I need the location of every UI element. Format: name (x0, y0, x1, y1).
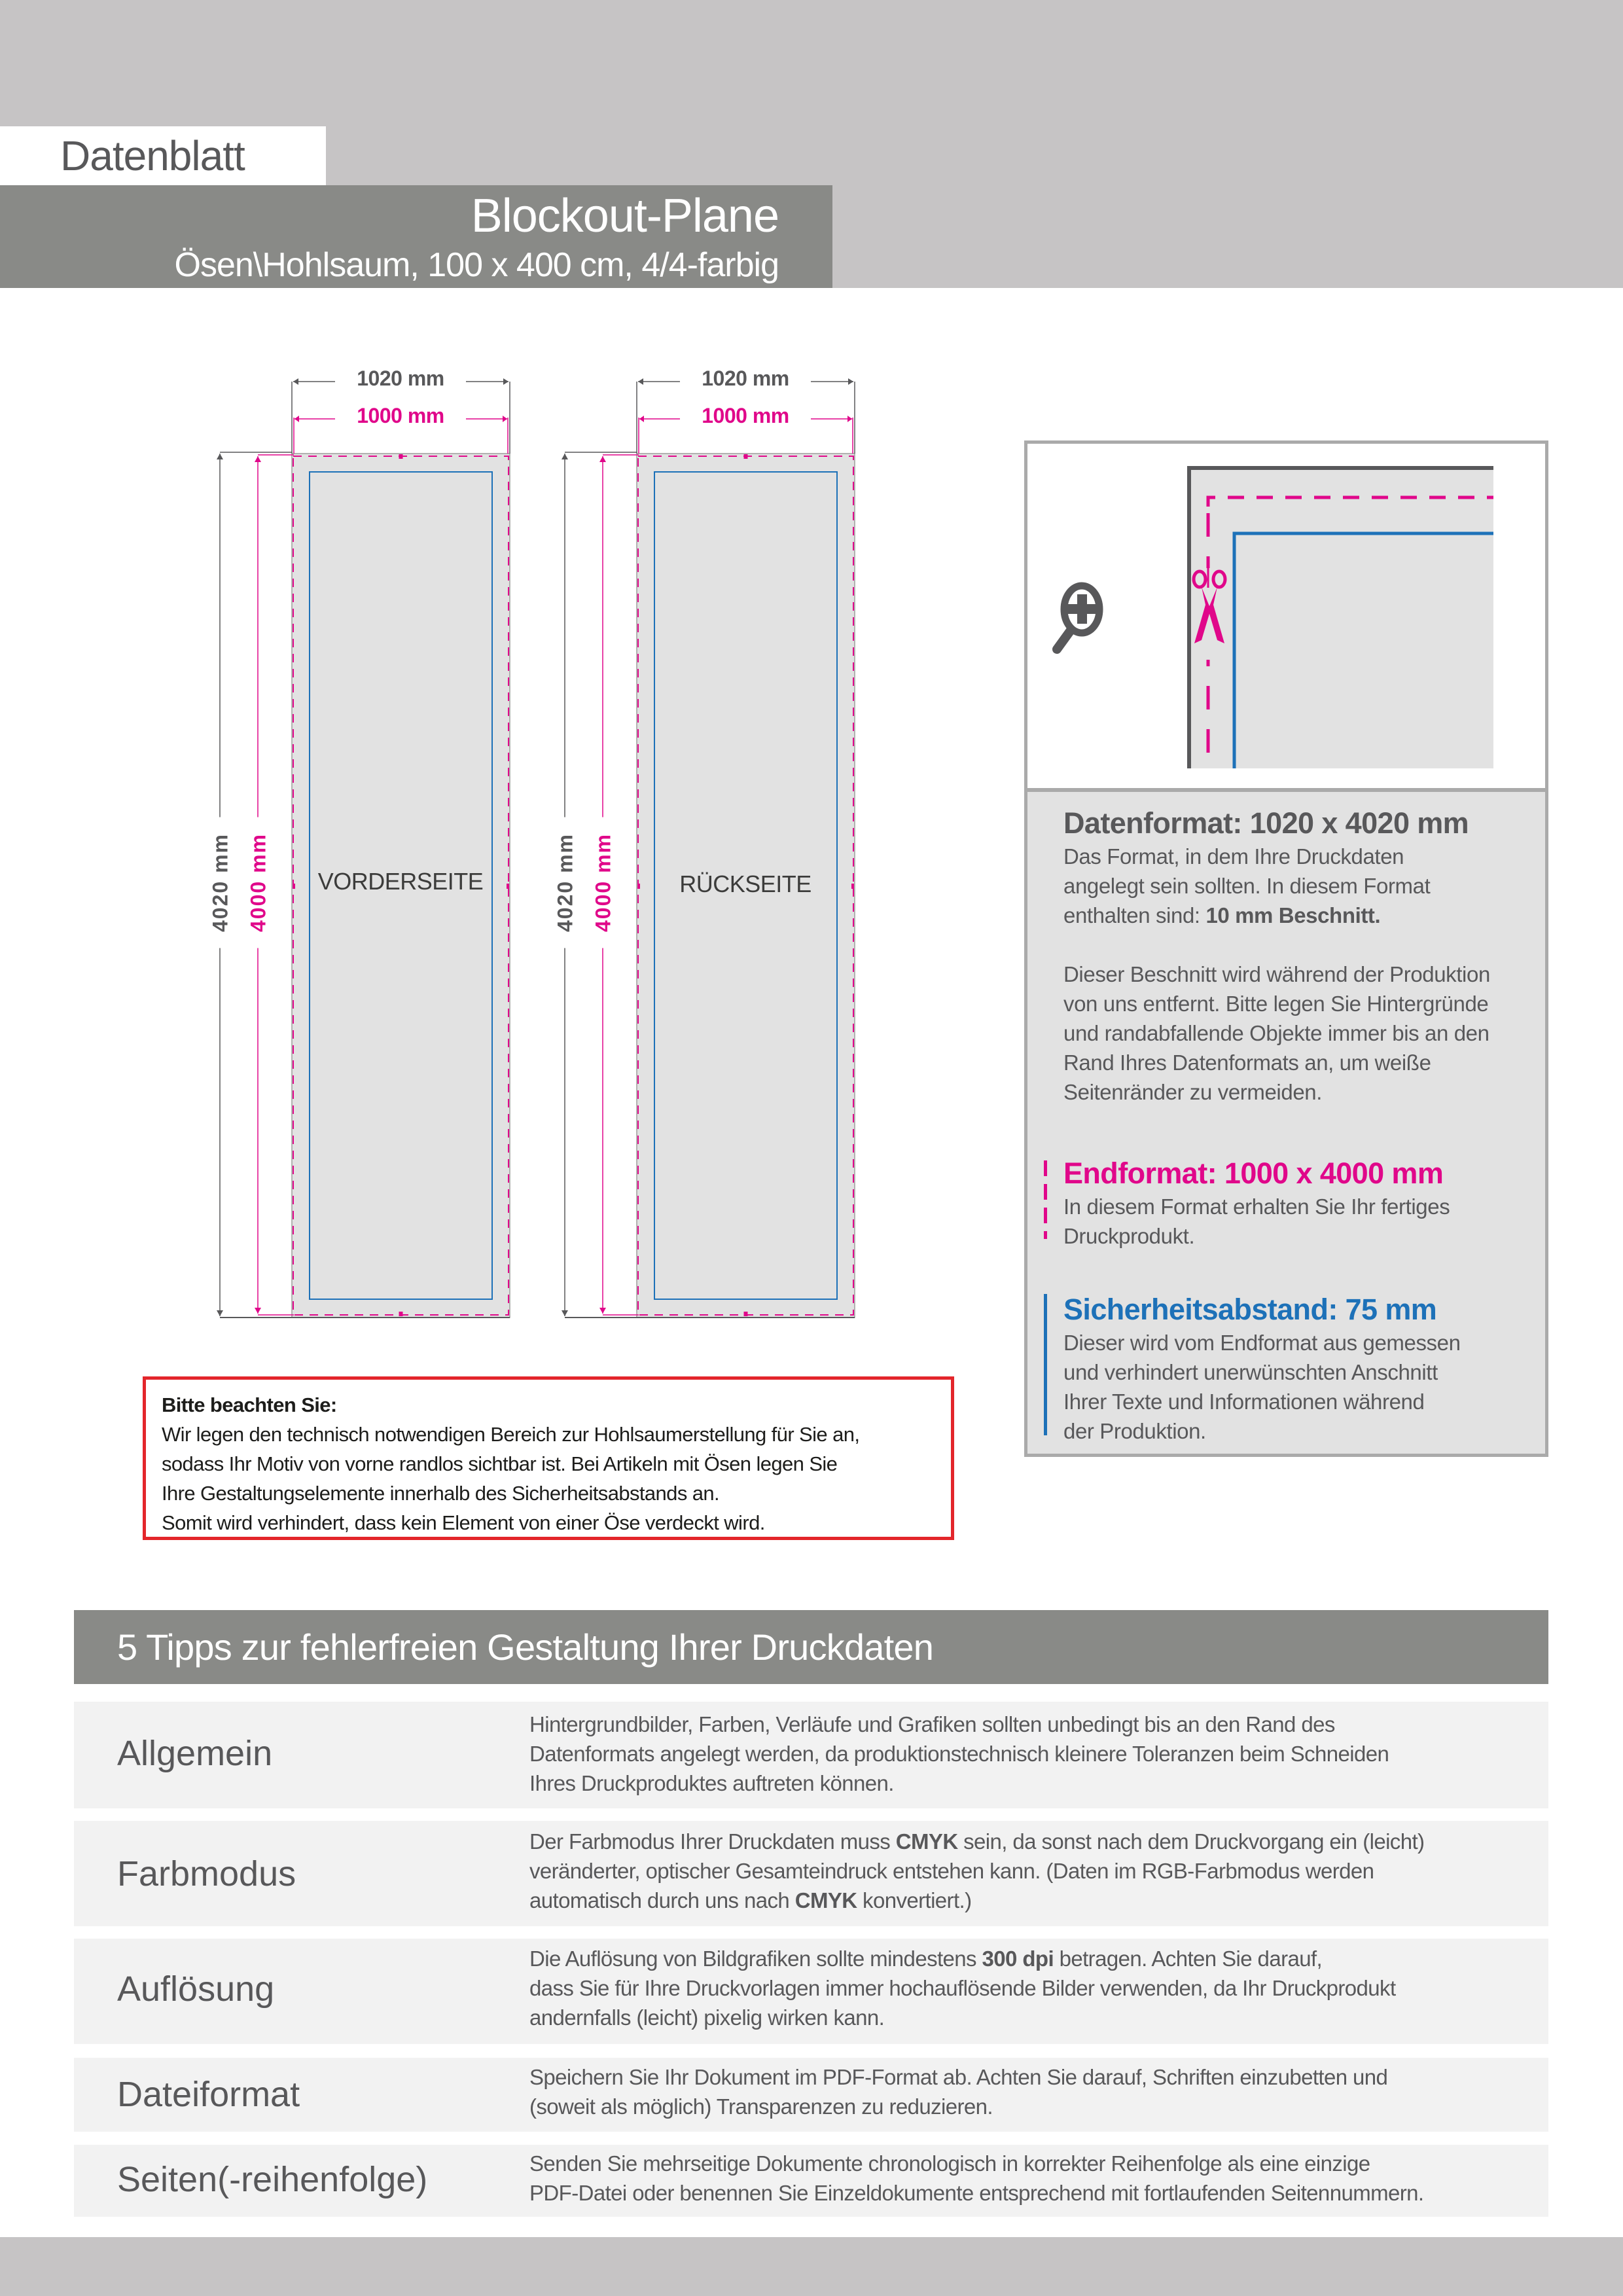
tip-text-line (529, 2003, 1537, 2032)
tip-run: Senden Sie mehrseitige Dokumente chronologisch in korrekter Reihenfolge als eine einzige (529, 2151, 1370, 2176)
tip-text-line (529, 2092, 1537, 2121)
corner-detail-illustration (1027, 444, 1545, 792)
sicherheitsabstand-section (1063, 1291, 1535, 1446)
tip-text (529, 1827, 1537, 1915)
panel-1-data-height: 4020 mm (209, 817, 233, 948)
tip-run: automatisch durch uns nach (529, 1888, 795, 1912)
tip-text-line (529, 1710, 1537, 1739)
panel-2-final-width: 1000 mm (680, 404, 811, 428)
tip-label: Farbmodus (117, 1854, 296, 1893)
panel-2-arrow-bottom-mag (599, 1308, 606, 1314)
tip-run: PDF-Datei oder benennen Sie Einzeldokumente entsprechend mit fortlaufenden Seitennummern. (529, 2181, 1424, 2205)
sicherheitsabstand-text: der Produktion. (1063, 1419, 1206, 1443)
notice-box (143, 1376, 954, 1540)
notice-line: Wir legen den technisch notwendigen Bereich zur Hohlsaumerstellung für Sie an, (162, 1423, 860, 1446)
tip-text-line (529, 1886, 1537, 1915)
tip-text-line (529, 1944, 1537, 1973)
endformat-section (1063, 1155, 1535, 1251)
tip-run: betragen. Achten Sie darauf, (1054, 1946, 1323, 1971)
panel-1-arrow-left-gray (293, 378, 298, 385)
tip-run: andernfalls (leicht) pixelig wirken kann. (529, 2005, 885, 2030)
datenformat-section (1063, 805, 1535, 1107)
panel-1-arrow-right-mag (503, 416, 507, 422)
datenformat-text: angelegt sein sollten. In diesem Format (1063, 874, 1431, 898)
datenformat-text: von uns entfernt. Bitte legen Sie Hintergründe (1063, 992, 1489, 1016)
panel-2-arrow-top-mag (599, 456, 606, 462)
tip-row-seitenreihenfolge (74, 2145, 1548, 2217)
sicherheitsabstand-text: Ihrer Texte und Informationen während (1063, 1390, 1425, 1414)
tip-text-line (529, 1973, 1537, 2003)
tip-run: Ihres Druckproduktes auftreten können. (529, 1771, 894, 1795)
panel-1-arrow-right-gray (503, 378, 508, 385)
tip-text-line (529, 2178, 1537, 2208)
endformat-heading: Endformat: 1000 x 4000 mm (1063, 1157, 1444, 1190)
panel-2-arrow-left-mag (639, 416, 644, 422)
tip-label: Allgemein (117, 1734, 273, 1773)
bleed-amount: 10 mm Beschnitt. (1205, 903, 1381, 927)
format-diagram (0, 0, 982, 1361)
sicherheitsabstand-heading: Sicherheitsabstand: 75 mm (1063, 1293, 1437, 1326)
panel-1-cut-mark-bottom (399, 1312, 403, 1316)
tip-row-farbmodus (74, 1821, 1548, 1926)
tip-run: Der Farbmodus Ihrer Druckdaten muss (529, 1829, 896, 1854)
format-info-panel (1024, 440, 1548, 1457)
sicherheitsabstand-text: Dieser wird vom Endformat aus gemessen (1063, 1331, 1461, 1355)
endformat-text: In diesem Format erhalten Sie Ihr fertiges (1063, 1194, 1450, 1219)
tip-emphasis: CMYK (895, 1829, 958, 1854)
panel-2-final-height: 4000 mm (592, 817, 616, 948)
datenformat-text: Das Format, in dem Ihre Druckdaten (1063, 844, 1404, 869)
notice-heading: Bitte beachten Sie: (162, 1393, 337, 1416)
tip-row-aufloesung (74, 1939, 1548, 2044)
tip-text-line (529, 1856, 1537, 1886)
corner-detail-svg (1027, 444, 1545, 792)
panel-2-arrow-left-gray (638, 378, 643, 385)
tip-run: dass Sie für Ihre Druckvorlagen immer hochauflösende Bilder verwenden, da Ihr Druckprodukt (529, 1976, 1396, 2000)
endformat-text: Druckprodukt. (1063, 1224, 1195, 1248)
tip-run: sein, da sonst nach dem Druckvorgang ein (leicht) (957, 1829, 1425, 1854)
panel-2-data-width: 1020 mm (680, 367, 811, 391)
sicherheitsabstand-marker (1044, 1294, 1047, 1435)
panel-2-arrow-right-gray (848, 378, 853, 385)
panel-1-data-width: 1020 mm (335, 367, 466, 391)
panel-2-arrow-right-mag (847, 416, 852, 422)
tip-emphasis: 300 dpi (982, 1946, 1054, 1971)
tip-run: Speichern Sie Ihr Dokument im PDF-Format ab. Achten Sie darauf, Schriften einzubetten und (529, 2065, 1388, 2089)
tip-text (529, 2062, 1537, 2121)
tip-text (529, 2149, 1537, 2208)
tip-text-line (529, 1739, 1537, 1768)
zoom-in-icon (1057, 586, 1099, 649)
tip-text-line (529, 1768, 1537, 1798)
product-variant: Ösen\Hohlsaum, 100 x 400 cm, 4/4-farbig (174, 246, 779, 284)
tips-header: 5 Tipps zur fehlerfreien Gestaltung Ihrer Druckdaten (74, 1610, 1548, 1684)
panel-2-cut-mark-bottom (744, 1312, 748, 1316)
doc-type-label: Datenblatt (60, 132, 245, 179)
tip-run: veränderter, optischer Gesamteindruck entstehen kann. (Daten im RGB-Farbmodus werden (529, 1859, 1374, 1883)
tip-run: konvertiert.) (857, 1888, 972, 1912)
tip-run: Hintergrundbilder, Farben, Verläufe und Grafiken sollten unbedingt bis an den Rand des (529, 1712, 1335, 1736)
tip-text-line (529, 2149, 1537, 2178)
datenformat-text: und randabfallende Objekte immer bis an den (1063, 1021, 1489, 1045)
panel-2-data-height: 4020 mm (554, 817, 578, 948)
tip-text (529, 1710, 1537, 1798)
datenformat-text: Seitenränder zu vermeiden. (1063, 1080, 1322, 1104)
tip-emphasis: CMYK (794, 1888, 857, 1912)
panel-1-arrow-top-gray (217, 454, 223, 459)
tip-run: (soweit als möglich) Transparenzen zu reduzieren. (529, 2094, 993, 2119)
panel-1-cut-mark-right (507, 884, 509, 889)
panel-1-final-height: 4000 mm (247, 817, 271, 948)
footer-band (0, 2237, 1623, 2296)
panel-1-arrow-top-mag (255, 456, 261, 462)
tip-run: Datenformats angelegt werden, da produktionstechnisch kleinere Toleranzen beim Schneiden (529, 1742, 1389, 1766)
panel-1-arrow-left-mag (294, 416, 299, 422)
product-title: Blockout-Plane (471, 190, 779, 242)
panel-2-arrow-bottom-gray (562, 1310, 568, 1316)
notice-line: sodass Ihr Motiv von vorne randlos sichtbar ist. Bei Artikeln mit Ösen legen Sie (162, 1452, 838, 1475)
notice-line: Somit wird verhindert, dass kein Element von einer Öse verdeckt wird. (162, 1511, 765, 1534)
tip-text-line (529, 1827, 1537, 1856)
panel-1-cut-mark-top (399, 454, 403, 459)
format-diagram-svg (0, 0, 982, 1361)
panel-1-side-label: VORDERSEITE (317, 868, 484, 895)
sicherheitsabstand-text: und verhindert unerwünschten Anschnitt (1063, 1360, 1438, 1384)
panel-2-cut-mark-left (637, 884, 640, 889)
panel-2-arrow-top-gray (562, 454, 568, 459)
tip-label: Auflösung (117, 1969, 275, 2009)
tip-row-allgemein (74, 1702, 1548, 1808)
notice-line: Ihre Gestaltungselemente innerhalb des Sicherheitsabstands an. (162, 1482, 720, 1505)
tip-text-line (529, 2062, 1537, 2092)
endformat-marker (1044, 1160, 1047, 1239)
datenformat-text (1063, 901, 1535, 930)
tip-label: Dateiformat (117, 2075, 300, 2114)
tip-text (529, 1944, 1537, 2032)
datenformat-text-prefix: enthalten sind: (1063, 903, 1206, 927)
datenformat-heading: Datenformat: 1020 x 4020 mm (1063, 806, 1469, 840)
panel-1-final-width: 1000 mm (335, 404, 466, 428)
panel-2-cut-mark-top (744, 454, 748, 459)
tip-run: Die Auflösung von Bildgrafiken sollte mindestens (529, 1946, 982, 1971)
panel-1-arrow-bottom-mag (255, 1308, 261, 1314)
panel-1-arrow-bottom-gray (217, 1310, 223, 1316)
datenformat-text: Dieser Beschnitt wird während der Produktion (1063, 962, 1490, 986)
tip-label: Seiten(-reihenfolge) (117, 2160, 428, 2199)
panel-2-cut-mark-right (851, 884, 854, 889)
datenformat-text: Rand Ihres Datenformats an, um weiße (1063, 1050, 1431, 1075)
tip-row-dateiformat (74, 2058, 1548, 2132)
panel-2-side-label: RÜCKSEITE (679, 870, 812, 897)
panel-1-cut-mark-left (293, 884, 295, 889)
